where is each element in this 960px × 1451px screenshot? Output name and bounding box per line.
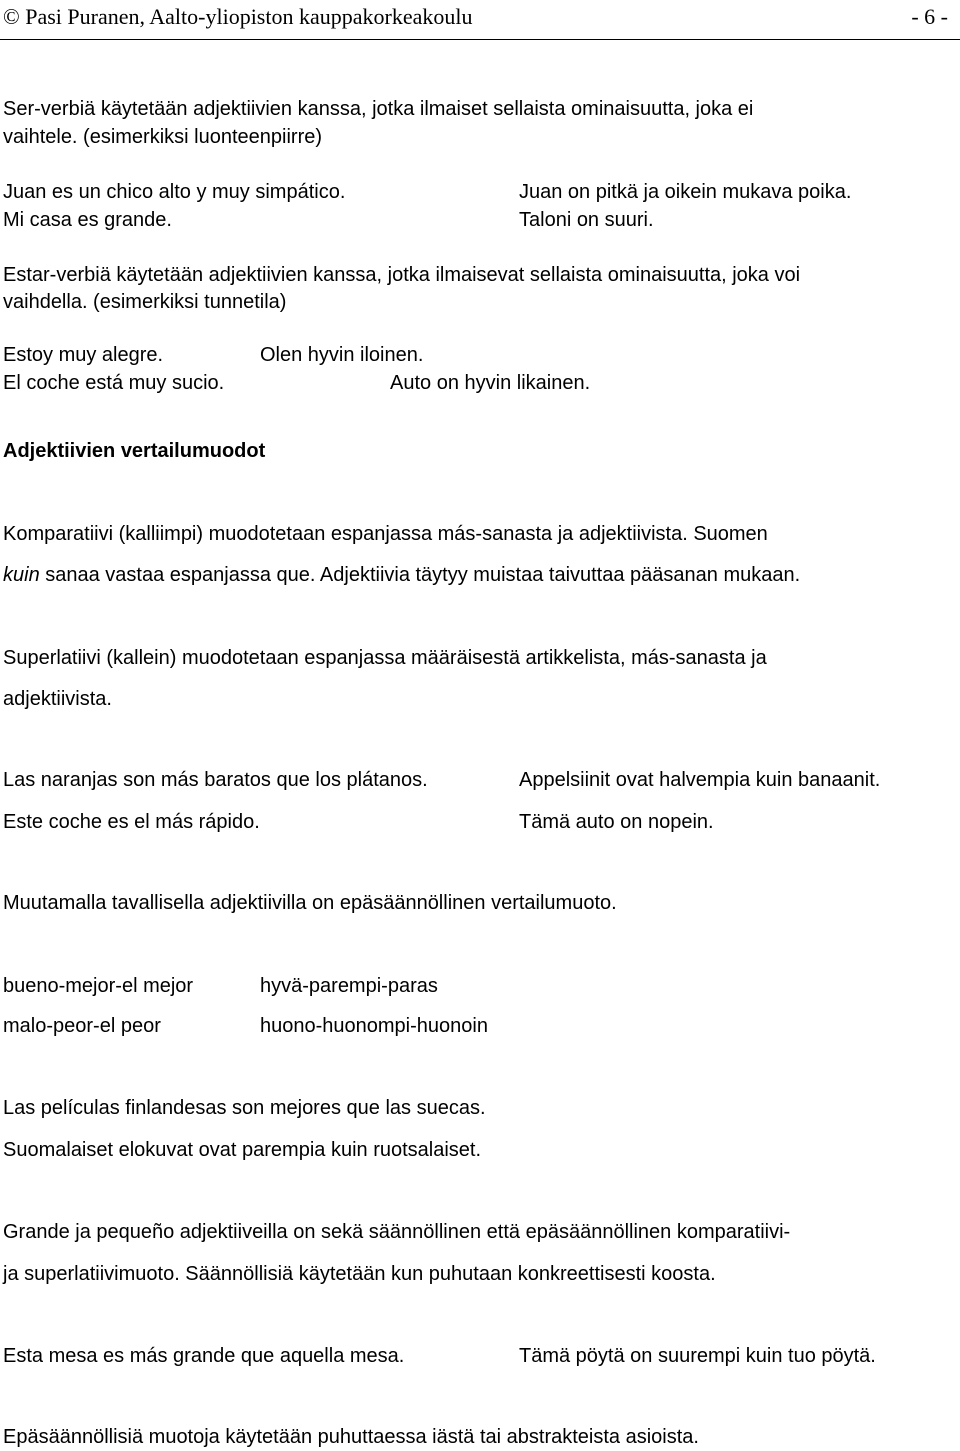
peliculas-example-es: Las películas finlandesas son mejores que las suecas. [3, 1097, 486, 1119]
superlatiivi-line-2: adjektiivista. [3, 688, 112, 710]
komparatiivi-line-2-rest: sanaa vastaa espanjassa que. Adjektiivia täytyy muistaa taivuttaa pääsanan mukaan. [39, 564, 801, 586]
ser-example-1-fi: Juan on pitkä ja oikein mukava poika. [519, 181, 852, 203]
kuin-word: kuin [3, 564, 40, 586]
header-author: © Pasi Puranen, Aalto-yliopiston kauppakorkeakoulu [3, 4, 473, 29]
ser-example-2-fi: Taloni on suuri. [519, 209, 654, 231]
last-line: Epäsäännöllisiä muotoja käytetään puhuttaessa iästä tai abstrakteista asioista. [3, 1426, 699, 1448]
estar-text-line-1: Estar-verbiä käytetään adjektiivien kanssa, jotka ilmaisevat sellaista ominaisuutta, joka voi [3, 264, 801, 286]
mesa-example-es: Esta mesa es más grande que aquella mesa. [3, 1345, 405, 1367]
irregular-row-2-fi: huono-huonompi-huonoin [260, 1015, 488, 1037]
mesa-example-fi: Tämä pöytä on suurempi kuin tuo pöytä. [519, 1345, 876, 1367]
irregular-intro: Muutamalla tavallisella adjektiivilla on epäsäännöllinen vertailumuoto. [3, 892, 617, 914]
irregular-row-1-es: bueno-mejor-el mejor [3, 975, 194, 997]
ser-example-1-es: Juan es un chico alto y muy simpático. [3, 181, 346, 203]
comparison-example-2-fi: Tämä auto on nopein. [519, 811, 714, 833]
komparatiivi-line-2 [3, 563, 800, 587]
irregular-row-2-es: malo-peor-el peor [3, 1015, 161, 1037]
comparison-example-1-fi: Appelsiinit ovat halvempia kuin banaanit. [519, 769, 881, 791]
grande-text-line-2: ja superlatiivimuoto. Säännöllisiä käytetään kun puhutaan konkreettisesti koosta. [3, 1263, 716, 1285]
page-number: - 6 - [911, 4, 948, 29]
peliculas-example-fi: Suomalaiset elokuvat ovat parempia kuin ruotsalaiset. [3, 1139, 482, 1161]
estar-example-1-es: Estoy muy alegre. [3, 344, 164, 366]
estar-example-2-es: El coche está muy sucio. [3, 372, 225, 394]
komparatiivi-line-1: Komparatiivi (kalliimpi) muodotetaan espanjassa más-sanasta ja adjektiivista. Suomen [3, 523, 768, 545]
grande-text-line-1: Grande ja pequeño adjektiiveilla on sekä säännöllinen että epäsäännöllinen komparatiivi- [3, 1221, 791, 1243]
superlatiivi-line-1: Superlatiivi (kallein) muodotetaan espanjassa määräisestä artikkelista, más-sanasta ja [3, 647, 767, 669]
ser-text-line-2: vaihtele. (esimerkiksi luonteenpiirre) [3, 126, 323, 148]
ser-text-line-1: Ser-verbiä käytetään adjektiivien kanssa, jotka ilmaiset sellaista ominaisuutta, joka ei [3, 98, 754, 120]
estar-example-2-fi: Auto on hyvin likainen. [390, 372, 591, 394]
comparison-example-1-es: Las naranjas son más baratos que los plátanos. [3, 769, 428, 791]
estar-text-line-2: vaihdella. (esimerkiksi tunnetila) [3, 291, 287, 313]
comparison-example-2-es: Este coche es el más rápido. [3, 811, 260, 833]
irregular-row-1-fi: hyvä-parempi-paras [260, 975, 438, 997]
section-title: Adjektiivien vertailumuodot [3, 440, 266, 462]
ser-example-2-es: Mi casa es grande. [3, 209, 172, 231]
page-header [0, 0, 960, 40]
estar-example-1-fi: Olen hyvin iloinen. [260, 344, 424, 366]
